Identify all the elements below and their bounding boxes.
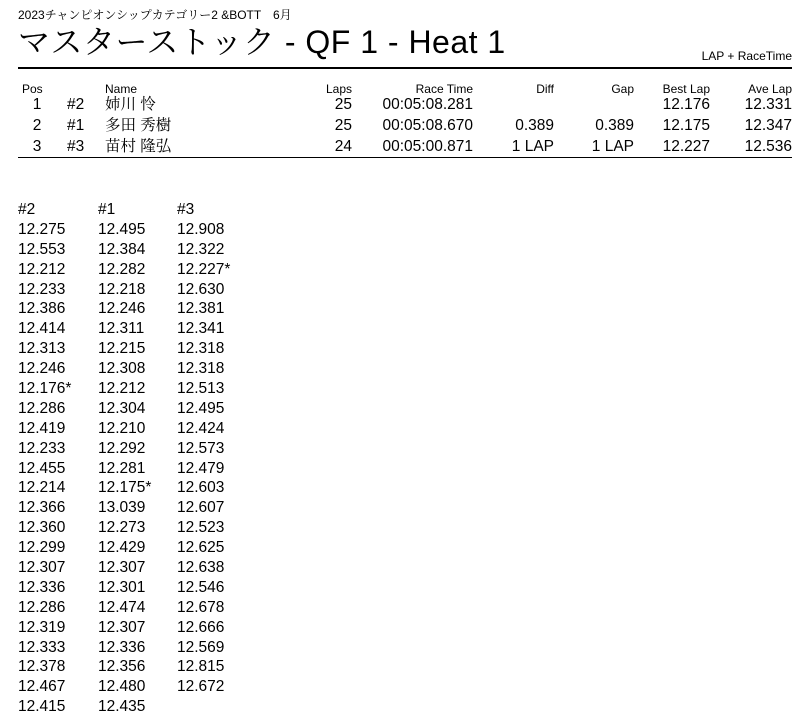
header-best-lap: Best Lap: [662, 82, 710, 96]
header-gap: Gap: [611, 82, 634, 96]
lap-time: 12.479: [177, 459, 225, 477]
results-row: [0, 116, 800, 135]
lap-time: 12.281: [98, 459, 146, 477]
lap-time: 13.039: [98, 499, 146, 517]
lap-time: 12.246: [98, 300, 146, 318]
result-laps: 25: [334, 117, 352, 134]
lap-time: 12.286: [18, 598, 66, 616]
lap-time: 12.282: [98, 260, 146, 278]
lap-time: 12.429: [98, 539, 146, 557]
lap-times-column: [18, 200, 71, 717]
lap-time: 12.603: [177, 479, 225, 497]
result-car-number: #2: [67, 96, 85, 113]
lap-time: 12.322: [177, 240, 225, 258]
lap-time: 12.299: [18, 539, 66, 557]
lap-time: 12.275: [18, 220, 66, 238]
lap-time: 12.455: [18, 459, 66, 477]
lap-time: 12.678: [177, 598, 225, 616]
result-race-time: 00:05:00.871: [382, 138, 473, 155]
lap-time: 12.638: [177, 559, 225, 577]
header-name: Name: [105, 82, 138, 96]
lap-time: 12.630: [177, 280, 225, 298]
lap-time: 12.419: [18, 419, 66, 437]
lap-time: 12.607: [177, 499, 225, 517]
header-pos: Pos: [22, 82, 43, 96]
lap-time: 12.212: [18, 260, 66, 278]
lap-time: 12.908: [177, 220, 225, 238]
header-diff: Diff: [536, 82, 554, 96]
lap-times-column: [98, 200, 151, 717]
result-pos: 2: [32, 117, 42, 134]
lap-time: 12.336: [98, 638, 146, 656]
lap-time: 12.386: [18, 300, 66, 318]
report-subtitle: LAP + RaceTime: [701, 49, 792, 63]
result-car-number: #1: [67, 117, 85, 134]
lap-time: 12.233: [18, 280, 66, 298]
result-ave-lap: 12.347: [744, 117, 792, 134]
lap-time: 12.523: [177, 519, 225, 537]
result-race-time: 00:05:08.670: [382, 117, 473, 134]
event-name: 2023チャンピオンシップカテゴリー2 &BOTT 6月: [18, 8, 292, 22]
lap-time: 12.666: [177, 618, 225, 636]
lap-column-header: #2: [18, 201, 36, 218]
result-diff: 0.389: [515, 117, 554, 134]
results-divider: [18, 157, 792, 158]
lap-time: 12.384: [98, 240, 146, 258]
lap-time: 12.318: [177, 360, 225, 378]
lap-time: 12.625: [177, 539, 225, 557]
result-gap: 0.389: [595, 117, 634, 134]
result-driver-name: 苗村 隆弘: [105, 138, 172, 155]
lap-time: 12.307: [98, 559, 146, 577]
page-title: マスターストック - QF 1 - Heat 1: [18, 24, 506, 60]
lap-time: 12.474: [98, 598, 146, 616]
lap-time: 12.480: [98, 678, 146, 696]
lap-time: 12.319: [18, 618, 66, 636]
lap-time: 12.286: [18, 399, 66, 417]
result-gap: 1 LAP: [591, 138, 634, 155]
result-car-number: #3: [67, 138, 85, 155]
lap-time: 12.366: [18, 499, 66, 517]
header-ave-lap: Ave Lap: [748, 82, 792, 96]
result-laps: 25: [334, 96, 352, 113]
lap-time: 12.175*: [98, 479, 152, 497]
lap-time: 12.495: [177, 399, 225, 417]
result-best-lap: 12.227: [662, 138, 710, 155]
results-row: [0, 137, 800, 156]
lap-time: 12.176*: [18, 380, 72, 398]
lap-time: 12.313: [18, 340, 66, 358]
lap-time: 12.246: [18, 360, 66, 378]
lap-time: 12.336: [18, 578, 66, 596]
lap-time: 12.233: [18, 439, 66, 457]
result-driver-name: 姉川 怜: [105, 96, 156, 113]
result-ave-lap: 12.536: [744, 138, 792, 155]
result-diff: 1 LAP: [511, 138, 554, 155]
lap-time: 12.318: [177, 340, 225, 358]
lap-times-column: [177, 200, 230, 697]
result-pos: 1: [32, 96, 42, 113]
lap-time: 12.553: [18, 240, 66, 258]
lap-time: 12.546: [177, 578, 225, 596]
lap-time: 12.304: [98, 399, 146, 417]
result-best-lap: 12.176: [662, 96, 710, 113]
lap-time: 12.424: [177, 419, 225, 437]
lap-time: 12.273: [98, 519, 146, 537]
lap-time: 12.360: [18, 519, 66, 537]
header-laps: Laps: [325, 82, 352, 96]
lap-time: 12.672: [177, 678, 225, 696]
lap-time: 12.227*: [177, 260, 231, 278]
lap-time: 12.307: [18, 559, 66, 577]
lap-time: 12.311: [98, 320, 145, 338]
lap-time: 12.414: [18, 320, 66, 338]
result-best-lap: 12.175: [662, 117, 710, 134]
lap-time: 12.212: [98, 380, 146, 398]
lap-time: 12.214: [18, 479, 66, 497]
lap-time: 12.333: [18, 638, 66, 656]
lap-time: 12.381: [177, 300, 225, 318]
lap-time: 12.513: [177, 380, 225, 398]
lap-time: 12.573: [177, 439, 225, 457]
lap-time: 12.341: [177, 320, 225, 338]
result-race-time: 00:05:08.281: [382, 96, 473, 113]
lap-time: 12.307: [98, 618, 146, 636]
result-driver-name: 多田 秀樹: [105, 117, 172, 134]
lap-time: 12.495: [98, 220, 146, 238]
lap-time: 12.218: [98, 280, 146, 298]
result-ave-lap: 12.331: [744, 96, 792, 113]
result-laps: 24: [334, 138, 352, 155]
lap-column-header: #1: [98, 201, 116, 218]
lap-time: 12.210: [98, 419, 146, 437]
header-race-time: Race Time: [415, 82, 473, 96]
header-divider: [18, 67, 792, 69]
lap-time: 12.415: [18, 698, 66, 716]
lap-time: 12.215: [98, 340, 146, 358]
lap-time: 12.308: [98, 360, 146, 378]
lap-time: 12.569: [177, 638, 225, 656]
lap-time: 12.356: [98, 658, 146, 676]
results-row: [0, 95, 800, 114]
lap-time: 12.467: [18, 678, 66, 696]
lap-column-header: #3: [177, 201, 195, 218]
lap-time: 12.435: [98, 698, 146, 716]
lap-time: 12.301: [98, 578, 146, 596]
lap-time: 12.815: [177, 658, 225, 676]
lap-time: 12.378: [18, 658, 66, 676]
lap-time: 12.292: [98, 439, 146, 457]
result-pos: 3: [32, 138, 42, 155]
